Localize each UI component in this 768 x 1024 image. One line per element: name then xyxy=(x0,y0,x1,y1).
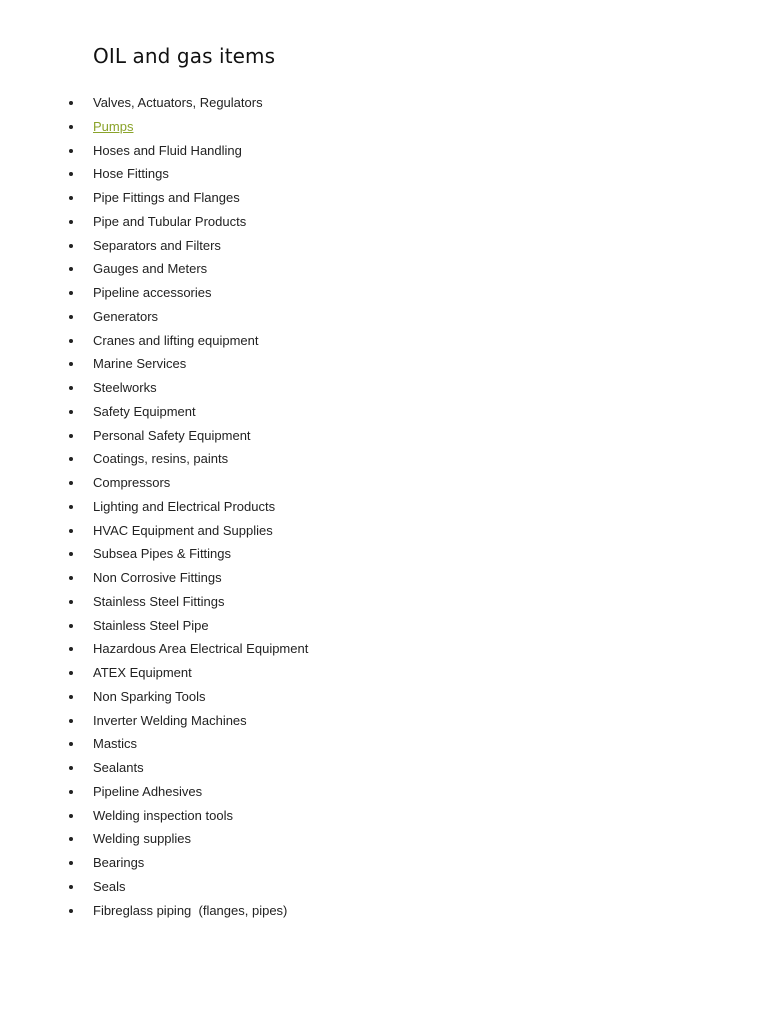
item-label: Pipe Fittings and Flanges xyxy=(93,190,240,205)
bullet-icon xyxy=(69,149,73,153)
item-label: Personal Safety Equipment xyxy=(93,427,251,443)
item-label: Safety Equipment xyxy=(93,403,196,419)
bullet-icon xyxy=(69,244,73,248)
bullet-icon xyxy=(69,909,73,913)
bullet-icon xyxy=(69,529,73,533)
item-label: Inverter Welding Machines xyxy=(93,712,247,728)
list-item xyxy=(0,661,700,685)
list-item xyxy=(0,827,700,851)
item-label: Fibreglass piping (flanges, pipes) xyxy=(93,902,288,918)
bullet-icon xyxy=(69,719,73,723)
list-item xyxy=(0,851,700,875)
list-item xyxy=(0,162,700,186)
item-label: Gauges and Meters xyxy=(93,261,208,277)
list-item xyxy=(0,186,700,210)
item-label: Non Corrosive Fittings xyxy=(93,570,222,585)
bullet-icon xyxy=(69,576,73,580)
bullet-icon xyxy=(69,505,73,509)
bullet-icon xyxy=(69,291,73,295)
bullet-icon xyxy=(69,837,73,841)
item-label: Separators and Filters xyxy=(93,237,221,253)
list-item xyxy=(0,305,700,329)
bullet-icon xyxy=(69,624,73,628)
item-label: Welding supplies xyxy=(93,831,192,847)
list-item xyxy=(0,495,700,519)
list-item xyxy=(0,780,700,804)
bullet-icon xyxy=(69,410,73,414)
list-item xyxy=(0,590,700,614)
bullet-icon xyxy=(69,434,73,438)
list-item xyxy=(0,139,700,163)
item-label: Pipeline accessories xyxy=(93,285,212,300)
bullet-icon xyxy=(69,315,73,319)
item-label: Seals xyxy=(93,878,126,894)
item-label: Hazardous Area Electrical Equipment xyxy=(93,641,309,657)
list-item xyxy=(0,210,700,234)
bullet-icon xyxy=(69,790,73,794)
item-label: Hoses and Fluid Handling xyxy=(93,142,242,158)
item-label: Compressors xyxy=(93,475,171,490)
list-item xyxy=(0,329,700,353)
list-item xyxy=(0,756,700,780)
item-label: HVAC Equipment and Supplies xyxy=(93,522,273,538)
bullet-icon xyxy=(69,600,73,604)
list-item xyxy=(0,899,700,923)
list-item xyxy=(0,566,700,590)
bullet-icon xyxy=(69,386,73,390)
item-label: Hose Fittings xyxy=(93,166,169,182)
bullet-icon xyxy=(69,647,73,651)
list-item xyxy=(0,281,700,305)
bullet-icon xyxy=(69,766,73,770)
item-label: Stainless Steel Pipe xyxy=(93,617,209,633)
list-item[interactable] xyxy=(0,115,700,139)
list-item xyxy=(0,519,700,543)
item-label: Subsea Pipes & Fittings xyxy=(93,546,232,562)
bullet-icon xyxy=(69,196,73,200)
item-label: Welding inspection tools xyxy=(93,807,233,823)
bullet-icon xyxy=(69,885,73,889)
item-label: Generators xyxy=(93,308,159,324)
list-item xyxy=(0,447,700,471)
list-item xyxy=(0,614,700,638)
list-item xyxy=(0,804,700,828)
list-item xyxy=(0,400,700,424)
item-label: Valves, Actuators, Regulators xyxy=(93,95,263,110)
item-label: Lighting and Electrical Products xyxy=(93,498,276,514)
list-item xyxy=(0,257,700,281)
bullet-icon xyxy=(69,552,73,556)
bullet-icon xyxy=(69,814,73,818)
bullet-icon xyxy=(69,481,73,485)
page-title: OIL and gas items xyxy=(93,44,276,68)
list-item xyxy=(0,732,700,756)
bullet-list xyxy=(0,91,700,922)
item-label: Coatings, resins, paints xyxy=(93,451,229,467)
list-item xyxy=(0,875,700,899)
item-label: Bearings xyxy=(93,855,145,870)
list-item xyxy=(0,234,700,258)
item-label: Pipe and Tubular Products xyxy=(93,213,247,229)
bullet-icon xyxy=(69,742,73,746)
list-item xyxy=(0,709,700,733)
bullet-icon xyxy=(69,671,73,675)
item-label: Cranes and lifting equipment xyxy=(93,332,259,348)
item-label: Marine Services xyxy=(93,356,187,372)
item-label: Non Sparking Tools xyxy=(93,688,206,704)
bullet-icon xyxy=(69,861,73,865)
list-item xyxy=(0,91,700,115)
list-item xyxy=(0,424,700,448)
item-label: Stainless Steel Fittings xyxy=(93,593,225,609)
item-label: ATEX Equipment xyxy=(93,665,192,680)
item-label: Sealants xyxy=(93,760,144,775)
item-label: Mastics xyxy=(93,736,138,752)
bullet-icon xyxy=(69,362,73,366)
bullet-icon xyxy=(69,267,73,271)
bullet-icon xyxy=(69,172,73,176)
item-link[interactable]: Pumps xyxy=(93,118,134,134)
bullet-icon xyxy=(69,695,73,699)
bullet-icon xyxy=(69,457,73,461)
list-item xyxy=(0,685,700,709)
list-item xyxy=(0,352,700,376)
item-label: Steelworks xyxy=(93,380,157,395)
bullet-icon xyxy=(69,125,73,129)
list-item xyxy=(0,637,700,661)
list-item xyxy=(0,376,700,400)
list-item xyxy=(0,471,700,495)
bullet-icon xyxy=(69,101,73,105)
list-item xyxy=(0,542,700,566)
bullet-icon xyxy=(69,220,73,224)
item-label: Pipeline Adhesives xyxy=(93,783,203,799)
bullet-icon xyxy=(69,339,73,343)
